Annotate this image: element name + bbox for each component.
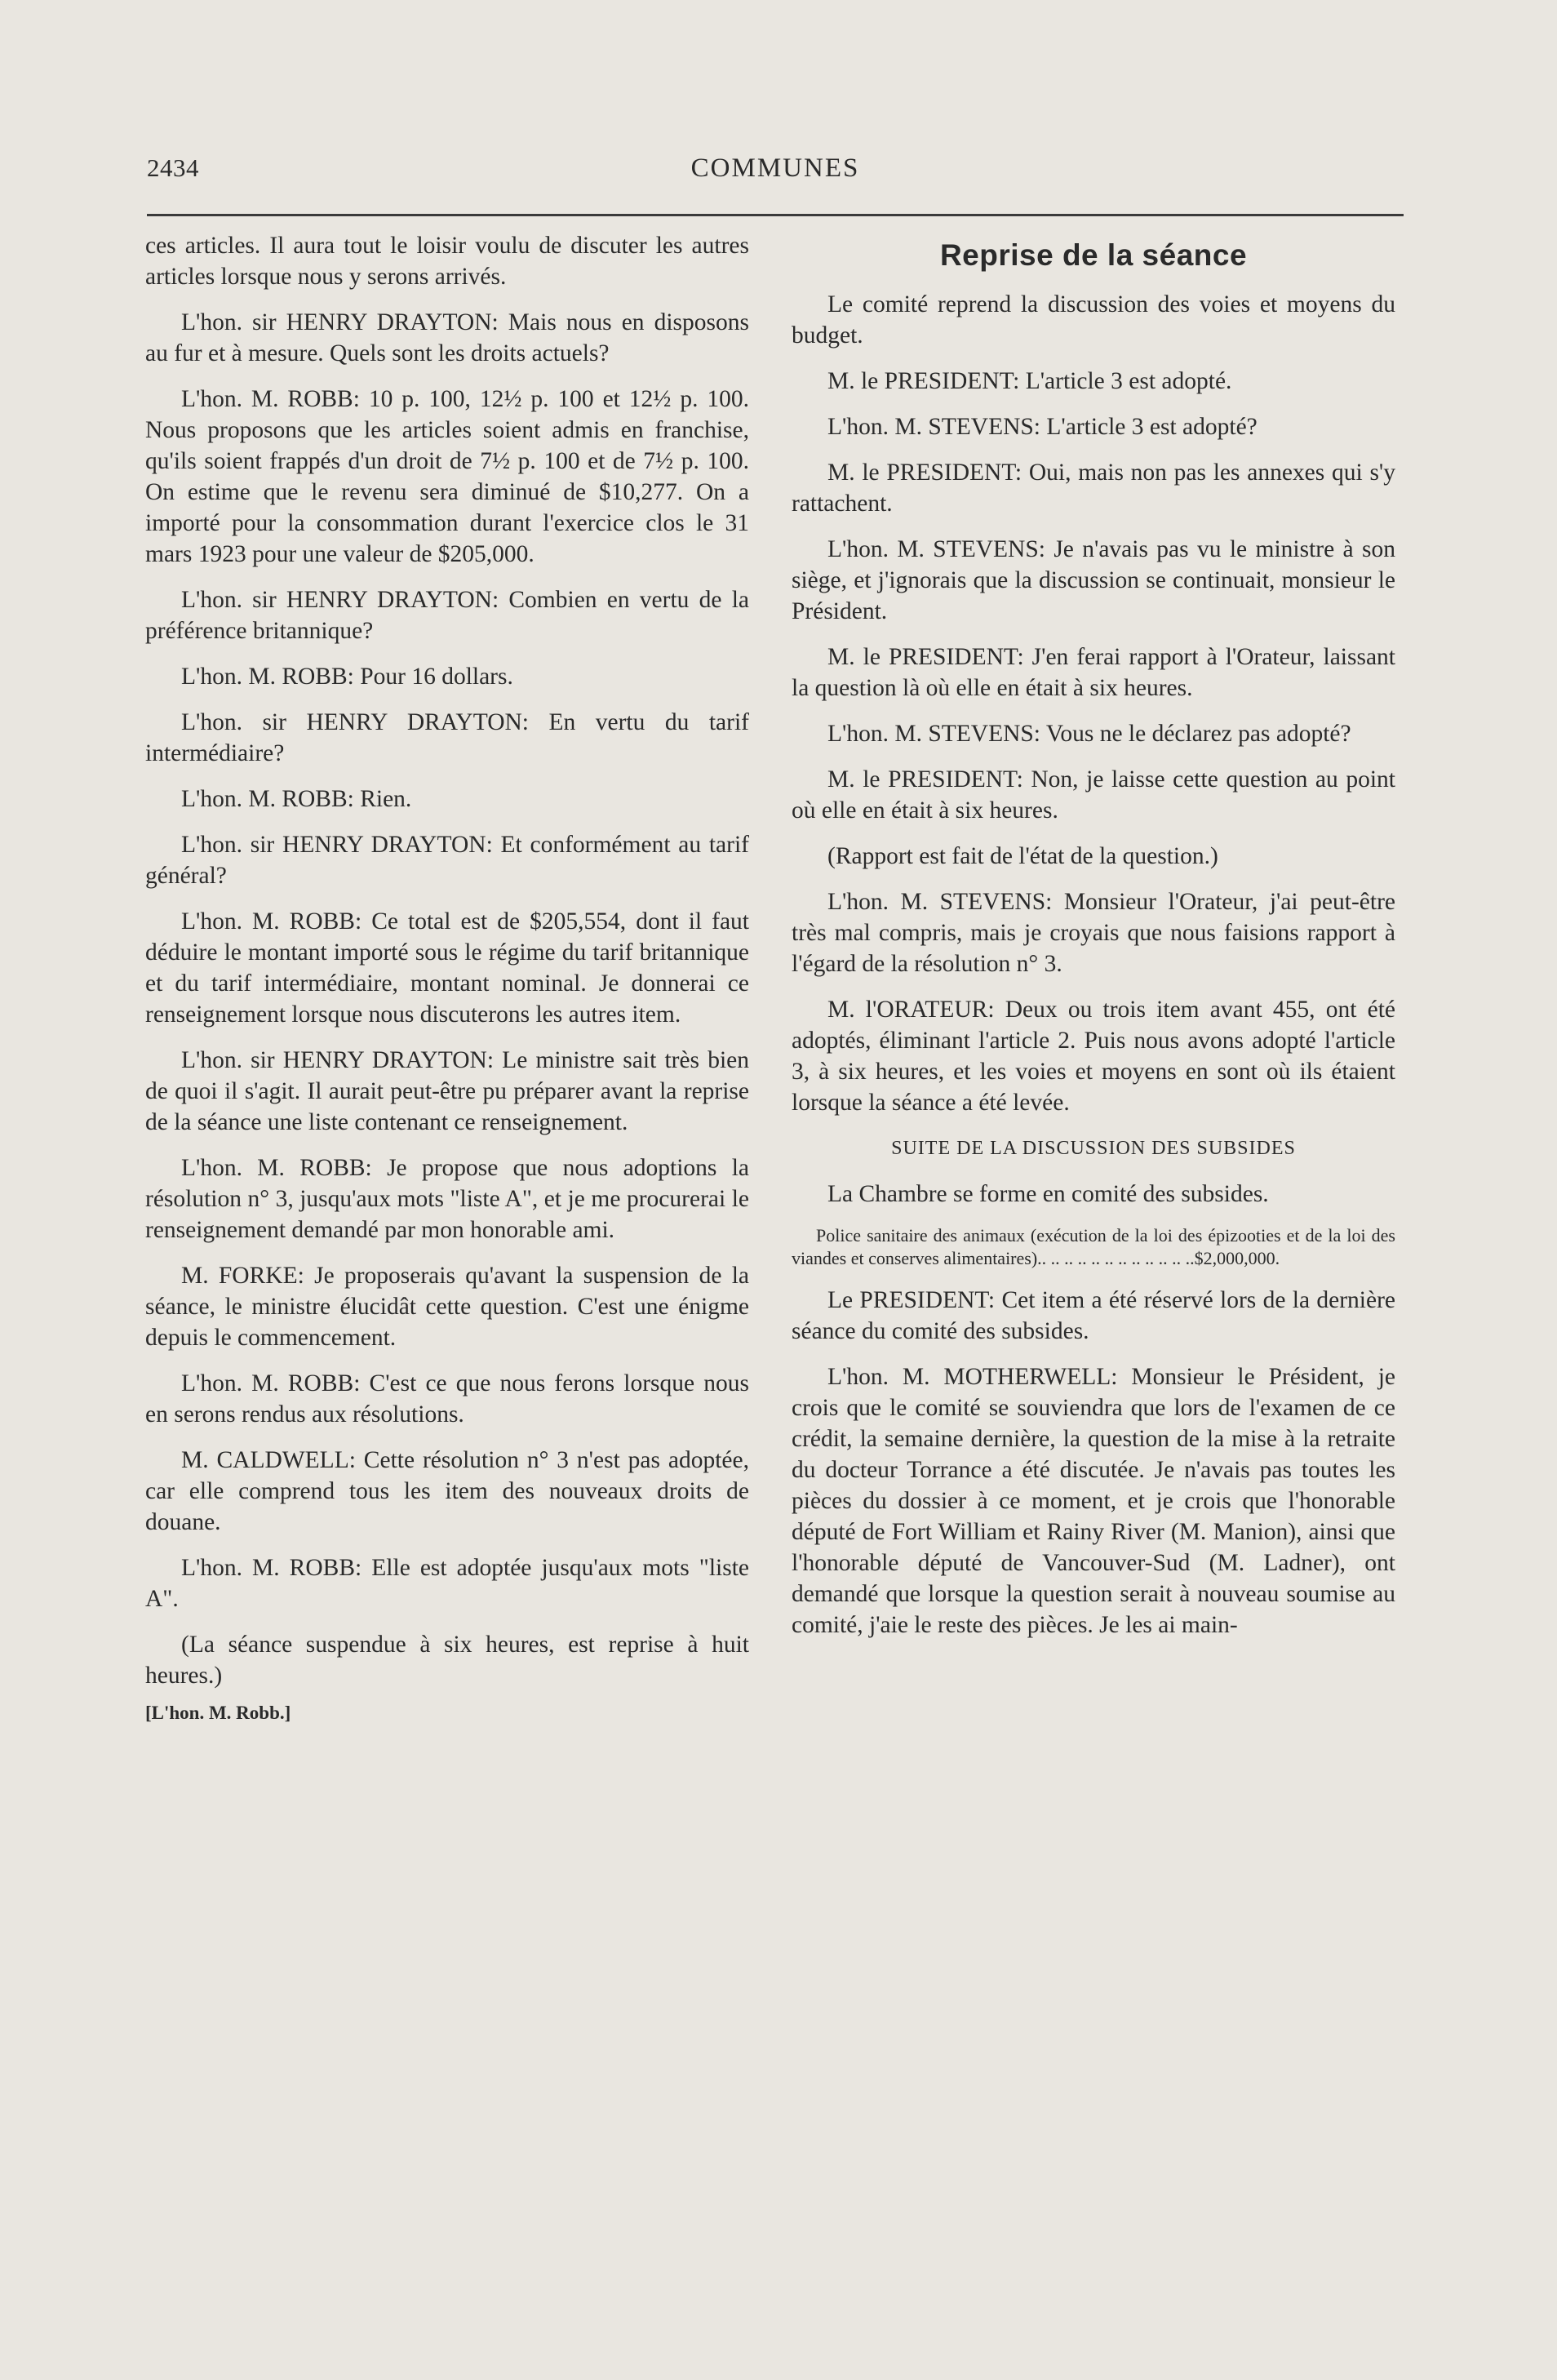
running-head: COMMUNES	[690, 153, 860, 183]
paragraph: L'hon. M. STEVENS: Monsieur l'Orateur, j'ai peut-être très mal compris, mais je croyais que nous faisions rapport à l'égard de la résolution n° 3.	[792, 889, 1395, 977]
paragraph: Le PRESIDENT: Cet item a été réservé lors de la dernière séance du comité des subsides.	[792, 1287, 1395, 1344]
paragraph: L'hon. sir HENRY DRAYTON: Et conformément au tarif général?	[145, 832, 749, 889]
header-rule	[147, 214, 1404, 216]
paragraph: L'hon. sir HENRY DRAYTON: Le ministre sait très bien de quoi il s'agit. Il aurait peut-être pu préparer avant la reprise de la séance une liste contenant ce renseignement.	[145, 1047, 749, 1135]
paragraph: L'hon. M. ROBB: 10 p. 100, 12½ p. 100 et 12½ p. 100. Nous proposons que les articles soient admis en franchise, qu'ils soient frappés d'un droit de 7½ p. 100 et de 7½ p. 100. On estime que le revenu sera diminué de $10,277. On a importé pour la consommation durant l'exercice clos le 31 mars 1923 pour une valeur de $205,000.	[145, 386, 749, 567]
paragraph: La Chambre se forme en comité des subsides.	[827, 1181, 1269, 1207]
paragraph: L'hon. M. ROBB: Je propose que nous adoptions la résolution n° 3, jusqu'aux mots "liste A", et je me procurerai le renseignement demandé par mon honorable ami.	[145, 1155, 749, 1243]
left-column	[145, 230, 749, 1729]
paragraph: M. CALDWELL: Cette résolution n° 3 n'est pas adoptée, car elle comprend tous les item des nouveaux droits de douane.	[145, 1447, 749, 1535]
paragraph: L'hon. M. STEVENS: Je n'avais pas vu le ministre à son siège, et j'ignorais que la discussion se continuait, monsieur le Président.	[792, 536, 1395, 624]
page-header	[147, 153, 1404, 193]
paragraph: M. le PRESIDENT: J'en ferai rapport à l'Orateur, laissant la question là où elle en était à six heures.	[792, 644, 1395, 701]
paragraph: L'hon. M. MOTHERWELL: Monsieur le Président, je crois que le comité se souviendra que lors de l'examen de ce crédit, la semaine dernière, la question de la mise à la retraite du docteur Torrance a été discutée. Je n'avais pas toutes les pièces du dossier à ce moment, et je crois que l'honorable député de Fort William et Rainy River (M. Manion), ainsi que l'honorable député de Vancouver-Sud (M. Ladner), ont demandé que lorsque la question serait à nouveau soumise au comité, j'aie le reste des pièces. Je les ai main-	[792, 1364, 1395, 1638]
budget-item-amount: $2,000,000.	[1194, 1248, 1280, 1268]
paragraph: ces articles. Il aura tout le loisir voulu de discuter les autres articles lorsque nous y serons arrivés.	[145, 233, 749, 290]
paragraph: L'hon. M. ROBB: Ce total est de $205,554, dont il faut déduire le montant importé sous le régime du tarif britannique et du tarif intermédiaire, montant nominal. Je donnerai ce renseignement lorsque nous discuterons les autres item.	[145, 908, 749, 1028]
section-heading: Reprise de la séance	[939, 238, 1248, 272]
budget-item-text: Police sanitaire des animaux (exécution de la loi des épizooties et de la loi des viandes et conserves alimentaires).. .. .. .. .. .. .. .. .. .. .. ..	[792, 1225, 1395, 1268]
paragraph: M. FORKE: Je proposerais qu'avant la suspension de la séance, le ministre élucidât cette question. C'est une énigme depuis le commencement.	[145, 1263, 749, 1351]
paragraph: Le comité reprend la discussion des voies et moyens du budget.	[792, 291, 1395, 349]
paragraph: L'hon. sir HENRY DRAYTON: En vertu du tarif intermédiaire?	[145, 709, 749, 766]
paragraph: (La séance suspendue à six heures, est reprise à huit heures.)	[145, 1632, 749, 1689]
speaker-footer-tag: [L'hon. M. Robb.]	[145, 1703, 291, 1723]
paragraph: L'hon. M. ROBB: Rien.	[181, 786, 412, 812]
subsection-heading: SUITE DE LA DISCUSSION DES SUBSIDES	[891, 1138, 1296, 1159]
paragraph: L'hon. sir HENRY DRAYTON: Mais nous en disposons au fur et à mesure. Quels sont les droits actuels?	[145, 309, 749, 366]
paragraph: L'hon. sir HENRY DRAYTON: Combien en vertu de la préférence britannique?	[145, 587, 749, 644]
paragraph: M. l'ORATEUR: Deux ou trois item avant 455, ont été adoptés, éliminant l'article 2. Puis nous avons adopté l'article 3, à six heures, et les voies et moyens en sont où ils étaient lorsque la séance a été levée.	[792, 997, 1395, 1116]
paragraph: L'hon. M. ROBB: Pour 16 dollars.	[181, 664, 513, 690]
budget-item	[792, 1224, 1395, 1270]
paragraph: L'hon. M. ROBB: C'est ce que nous ferons lorsque nous en serons rendus aux résolutions.	[145, 1370, 749, 1428]
paragraph: L'hon. M. ROBB: Elle est adoptée jusqu'aux mots "liste A".	[145, 1555, 749, 1612]
right-column	[792, 230, 1395, 1655]
paragraph: M. le PRESIDENT: Non, je laisse cette question au point où elle en était à six heures.	[792, 766, 1395, 824]
paragraph: (Rapport est fait de l'état de la question.)	[827, 843, 1218, 869]
paragraph: M. le PRESIDENT: L'article 3 est adopté.	[827, 368, 1232, 394]
paragraph: L'hon. M. STEVENS: Vous ne le déclarez pas adopté?	[827, 721, 1351, 747]
paragraph: M. le PRESIDENT: Oui, mais non pas les annexes qui s'y rattachent.	[792, 460, 1395, 517]
paragraph: L'hon. M. STEVENS: L'article 3 est adopté?	[827, 414, 1258, 440]
page-number: 2434	[147, 153, 199, 182]
